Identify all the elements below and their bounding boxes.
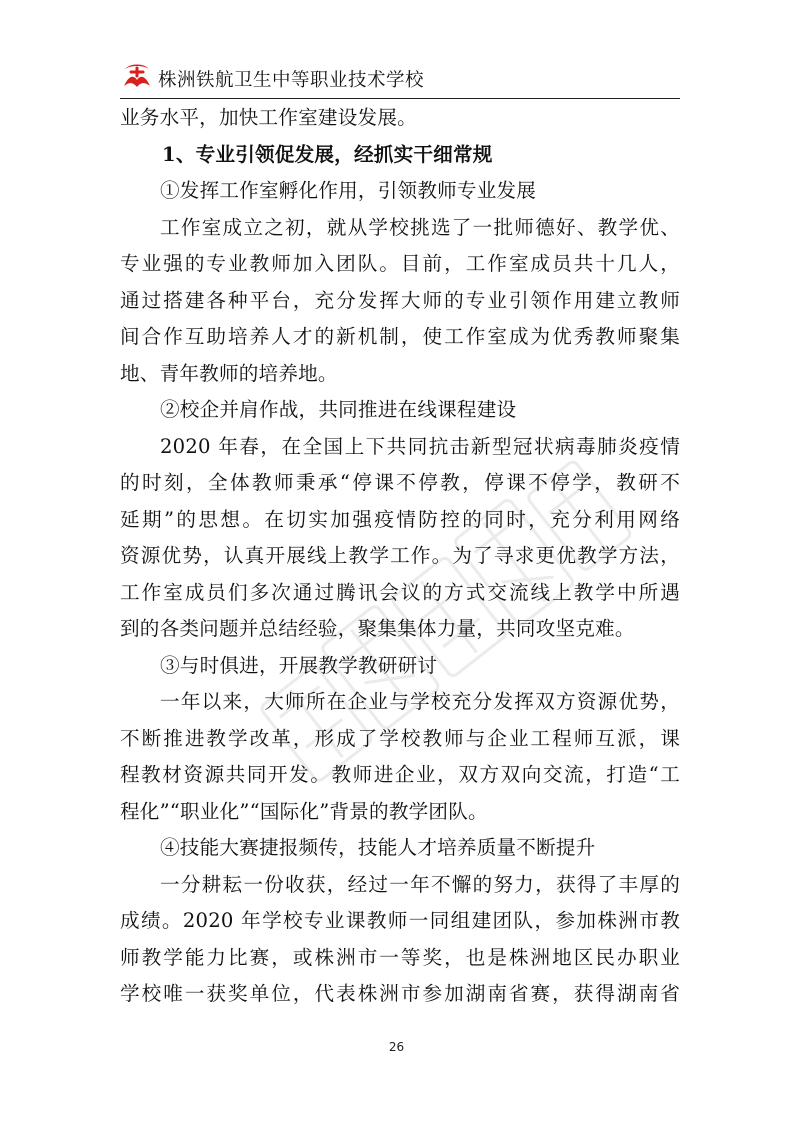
- paragraph-line: 的时刻，全体教师秉承“停课不停教，停课不停学，教研不: [120, 471, 680, 494]
- paragraph-line: 不断推进教学改革，形成了学校教师与企业工程师互派，课: [120, 726, 680, 750]
- paragraph-line: 业务水平，加快工作室建设发展。: [120, 106, 417, 129]
- railway-emblem-icon: [122, 63, 152, 91]
- paragraph-line: 成绩。2020 年学校专业课教师一同组建团队，参加株洲市教: [120, 909, 680, 932]
- page-header: [120, 60, 680, 99]
- paragraph-line: 延期”的思想。在切实加强疫情防控的同时，充分利用网络: [120, 507, 680, 531]
- paragraph-line: 程教材资源共同开发。教师进企业，双方双向交流，打造“工: [120, 763, 680, 786]
- paragraph-line: 一分耕耘一份收获，经过一年不懈的努力，获得了丰厚的: [160, 872, 680, 896]
- paragraph-line: 到的各类问题并总结经验，聚集集体力量，共同攻坚克难。: [120, 617, 635, 640]
- subsection-heading: ④技能大赛捷报频传，技能人才培养质量不断提升: [160, 836, 596, 859]
- subsection-heading: ③与时俱进，开展教学教研研讨: [160, 653, 438, 677]
- document-body: [120, 100, 680, 1013]
- paragraph-line: 一年以来，大师所在企业与学校充分发挥双方资源优势，: [160, 690, 680, 713]
- paragraph-line: 间合作互助培养人才的新机制，使工作室成为优秀教师聚集: [120, 325, 680, 348]
- subsection-heading: ①发挥工作室孵化作用，引领教师专业发展: [160, 179, 537, 202]
- paragraph-line: 工作室成员们多次通过腾讯会议的方式交流线上教学中所遇: [120, 580, 680, 604]
- paragraph-line: 通过搭建各种平台，充分发挥大师的专业引领作用建立教师: [120, 288, 680, 312]
- subsection-heading: ②校企并肩作战，共同推进在线课程建设: [160, 398, 517, 421]
- paragraph-line: 地、青年教师的培养地。: [120, 361, 338, 385]
- paragraph-line: 学校唯一获奖单位，代表株洲市参加湖南省赛，获得湖南省: [120, 982, 680, 1005]
- paragraph-line: 资源优势，认真开展线上教学工作。为了寻求更优教学方法，: [120, 544, 680, 567]
- paragraph-line: 工作室成立之初，就从学校挑选了一批师德好、教学优、: [160, 215, 680, 239]
- section-heading: 1、专业引领促发展，经抓实干细常规: [162, 142, 493, 166]
- page-number: 26: [388, 1040, 405, 1054]
- paragraph-line: 专业强的专业教师加入团队。目前，工作室成员共十几人，: [120, 252, 680, 275]
- paragraph-line: 2020 年春，在全国上下共同抗击新型冠状病毒肺炎疫情: [160, 434, 680, 458]
- paragraph-line: 师教学能力比赛，或株洲市一等奖，也是株洲地区民办职业: [120, 945, 680, 969]
- paragraph-line: 程化”“职业化”“国际化”背景的教学团队。: [120, 799, 488, 823]
- school-name: 株洲铁航卫生中等职业技术学校: [158, 70, 425, 91]
